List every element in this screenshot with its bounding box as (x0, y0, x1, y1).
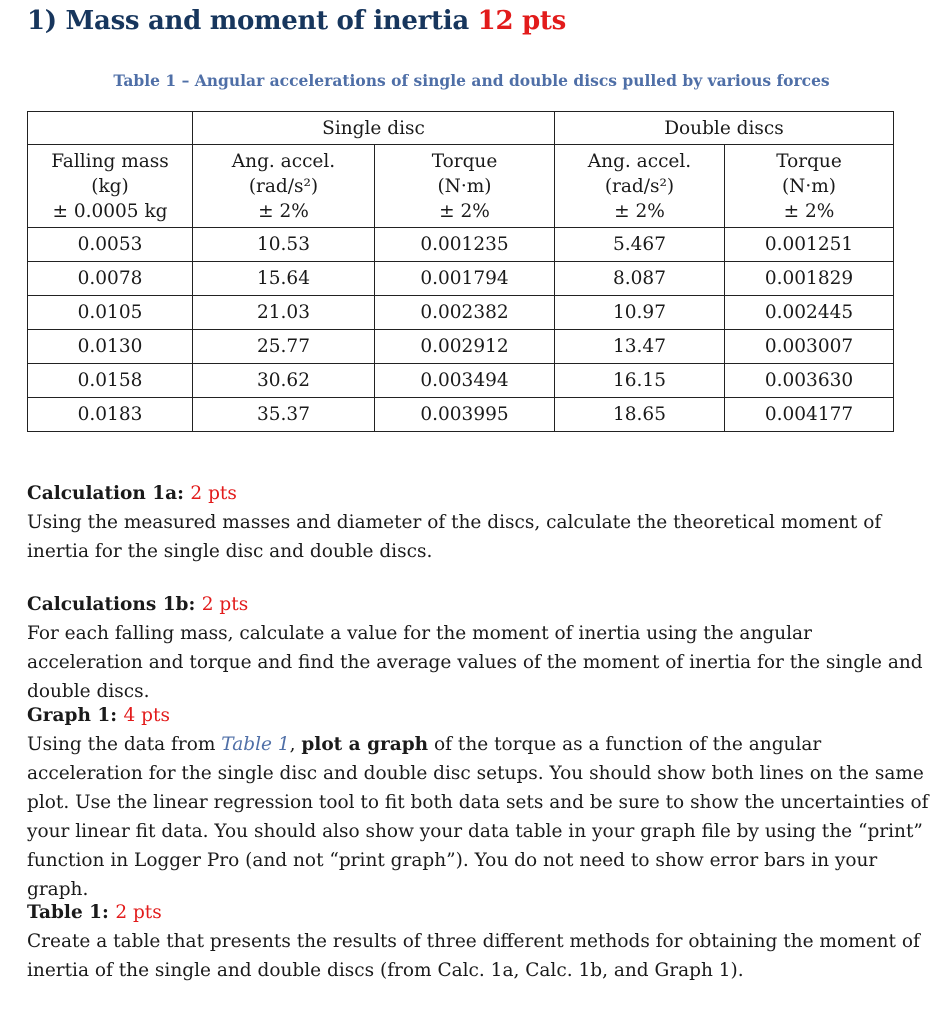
table-cell: 25.77 (193, 330, 375, 364)
table-cell: 0.001235 (375, 228, 555, 262)
section-graph-1: Graph 1: 4 pts Using the data from Table 1, plot a graph of the torque as a function of the angular acceleration for the single disc and double disc setups. You should show both lines on the same plot. Use the linear regression tool to fit both data sets and be sure to show the uncertainties of your linear fit data. You should also show your data table in your graph file by using the “print” function in Logger Pro (and not “print graph”). You do not need to show error bars in your graph. (27, 705, 929, 900)
table-caption: Table 1 – Angular accelerations of single and double discs pulled by various forces (113, 71, 830, 90)
section-text: Using the measured masses and diameter of the discs, calculate the theoretical moment of inertia for the single disc and double discs. (27, 512, 882, 562)
table-cell: 13.47 (555, 330, 725, 364)
table-cell: 0.0158 (28, 364, 193, 398)
column-header: Ang. accel. (rad/s²) ± 2% (193, 145, 375, 228)
table-cell: 0.0053 (28, 228, 193, 262)
section-text: For each falling mass, calculate a value for the moment of inertia using the angular acceleration and torque and find the average values of the moment of inertia for the single and double discs. (27, 623, 923, 702)
section-calc-1a (27, 479, 932, 566)
column-header: Falling mass (kg) ± 0.0005 kg (28, 145, 193, 228)
table-cell: 10.53 (193, 228, 375, 262)
table-cell: 8.087 (555, 262, 725, 296)
table-cell: 0.001829 (725, 262, 894, 296)
table-cell: 0.002445 (725, 296, 894, 330)
table-row (28, 330, 894, 364)
group-header-single: Single disc (193, 112, 555, 145)
table-cell: 15.64 (193, 262, 375, 296)
table-row (28, 262, 894, 296)
section-points: 2 pts (115, 902, 162, 923)
title-points: 12 pts (477, 6, 566, 36)
table-reference: Table 1 (221, 734, 290, 755)
table-cell: 18.65 (555, 398, 725, 432)
section-text: Create a table that presents the results of three different methods for obtaining the moment of inertia of the single and double discs (from Calc. 1a, Calc. 1b, and Graph 1). (27, 931, 920, 981)
table-cell: 16.15 (555, 364, 725, 398)
section-heading: Calculation 1a: (27, 483, 184, 504)
table-cell: 5.467 (555, 228, 725, 262)
header-empty-cell (28, 112, 193, 145)
table-cell: 30.62 (193, 364, 375, 398)
section-points: 2 pts (190, 483, 237, 504)
table-cell: 0.0105 (28, 296, 193, 330)
table-cell: 0.003995 (375, 398, 555, 432)
column-header: Torque (N·m) ± 2% (375, 145, 555, 228)
section-heading: Graph 1: (27, 705, 118, 726)
section-heading: Calculations 1b: (27, 594, 196, 615)
table-row (28, 398, 894, 432)
table-cell: 0.0130 (28, 330, 193, 364)
section-table-1 (27, 898, 932, 985)
section-calc-1b (27, 590, 932, 706)
section-text: Using the data from (27, 734, 222, 755)
table-row (28, 296, 894, 330)
table-cell: 0.002382 (375, 296, 555, 330)
page-title: 1) Mass and moment of inertia 12 pts (27, 6, 566, 36)
table-cell: 0.0183 (28, 398, 193, 432)
table-cell: 35.37 (193, 398, 375, 432)
table-cell: 0.004177 (725, 398, 894, 432)
table-cell: 0.001794 (375, 262, 555, 296)
section-heading: Table 1: (27, 902, 109, 923)
table-cell: 10.97 (555, 296, 725, 330)
table-cell: 0.001251 (725, 228, 894, 262)
table-row (28, 228, 894, 262)
table-cell: 0.003494 (375, 364, 555, 398)
column-header: Torque (N·m) ± 2% (725, 145, 894, 228)
table-cell: 0.0078 (28, 262, 193, 296)
bold-phrase: plot a graph (301, 734, 429, 755)
table-cell: 0.002912 (375, 330, 555, 364)
section-points: 2 pts (201, 594, 249, 615)
group-header-double: Double discs (555, 112, 894, 145)
table-cell: 0.003007 (725, 330, 894, 364)
table-cell: 0.003630 (725, 364, 894, 398)
data-table (27, 111, 894, 432)
column-header: Ang. accel. (rad/s²) ± 2% (555, 145, 725, 228)
table-cell: 21.03 (193, 296, 375, 330)
section-points: 4 pts (123, 705, 170, 726)
table-row (28, 364, 894, 398)
